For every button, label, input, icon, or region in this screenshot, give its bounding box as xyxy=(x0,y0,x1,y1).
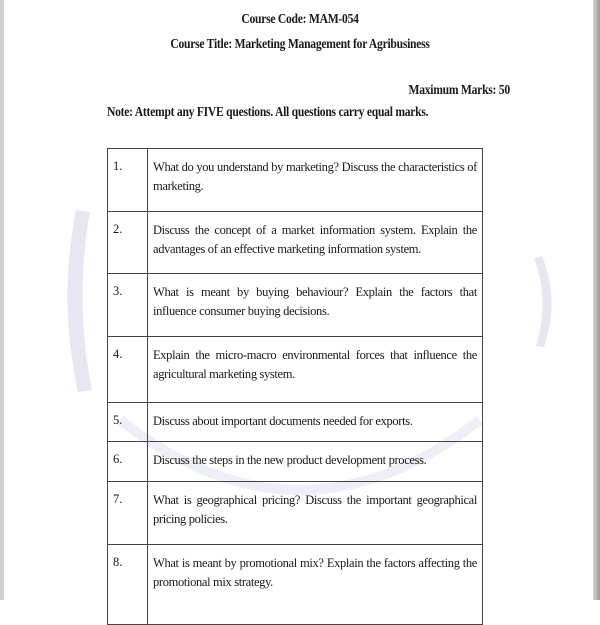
maximum-marks: Maximum Marks: 50 xyxy=(408,82,510,97)
question-row xyxy=(108,403,482,442)
question-row xyxy=(108,149,482,212)
question-number: 7. xyxy=(108,482,148,544)
question-number: 3. xyxy=(108,274,148,336)
question-text: What is meant by promotional mix? Explain the factors affecting the promotional mix strategy. xyxy=(153,556,477,589)
questions-table xyxy=(107,148,483,625)
question-number: 8. xyxy=(108,545,148,624)
question-row xyxy=(108,442,482,482)
question-text: What is meant by buying behaviour? Explain the factors that influence consumer buying decisions. xyxy=(153,285,477,318)
question-number: 5. xyxy=(108,403,148,441)
question-text: What do you understand by marketing? Discuss the characteristics of marketing. xyxy=(153,160,477,193)
question-text: Discuss about important documents needed for exports. xyxy=(153,414,413,428)
question-row xyxy=(108,337,482,403)
question-text: What is geographical pricing? Discuss the important geographical pricing policies. xyxy=(153,493,477,526)
question-text: Discuss the steps in the new product development process. xyxy=(153,453,427,467)
question-row xyxy=(108,274,482,337)
question-row xyxy=(108,212,482,274)
question-number: 6. xyxy=(108,442,148,481)
question-text: Explain the micro-macro environmental forces that influence the agricultural marketing system. xyxy=(153,348,477,381)
question-row xyxy=(108,545,482,625)
question-row xyxy=(108,482,482,545)
question-text: Discuss the concept of a market information system. Explain the advantages of an effective marketing information system. xyxy=(153,223,477,256)
question-number: 4. xyxy=(108,337,148,402)
question-number: 2. xyxy=(108,212,148,273)
course-title: Course Title: Marketing Management for Agribusiness xyxy=(170,36,430,51)
course-code: Course Code: MAM-054 xyxy=(241,11,359,26)
instructions-note: Note: Attempt any FIVE questions. All questions carry equal marks. xyxy=(107,104,429,119)
question-number: 1. xyxy=(108,149,148,211)
